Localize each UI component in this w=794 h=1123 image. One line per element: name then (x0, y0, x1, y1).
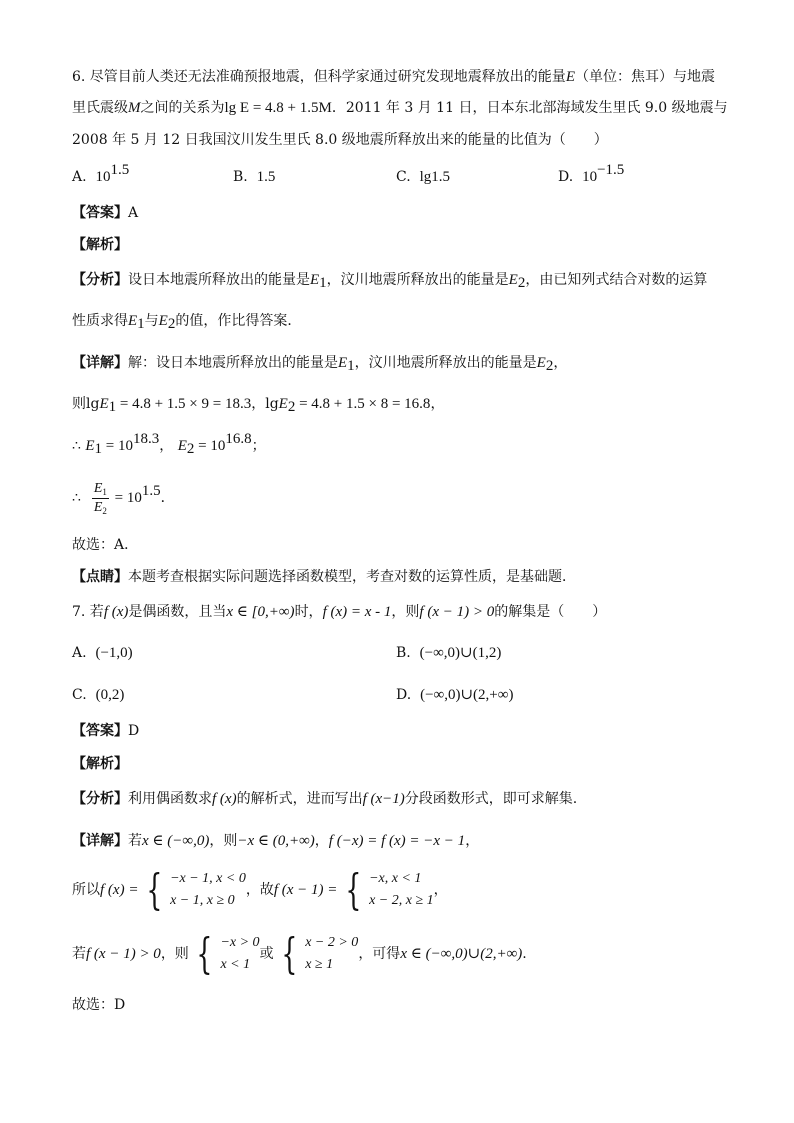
calc-text: 则lg (72, 396, 100, 412)
option-label: B. (396, 645, 411, 661)
q6-option-a (72, 162, 130, 187)
e1-exponent: 18.3 (133, 431, 160, 447)
case-row: −x, x < 1 (369, 871, 422, 886)
detail-text: ， (314, 833, 329, 849)
fenxi-text: 性质求得 (72, 313, 128, 329)
magnitude-symbol: M (128, 100, 141, 116)
system-cases (220, 932, 259, 976)
e1-symbol: E (128, 313, 138, 329)
energy-symbol: E (565, 69, 575, 85)
q7-option-c (72, 685, 124, 705)
q6-stem-text: 之间的关系为 (140, 100, 225, 116)
option-label: A. (72, 645, 87, 661)
analysis-tag: 【解析】 (72, 237, 128, 253)
option-value: lg1.5 (419, 169, 450, 185)
left-brace-icon: { (345, 865, 362, 914)
function-expr: f (x) (212, 791, 237, 807)
detail-text: ，故 (245, 882, 274, 898)
option-base: 10 (582, 169, 598, 185)
left-brace-icon: { (146, 865, 163, 914)
case-row: x − 1, x ≥ 0 (170, 893, 235, 908)
piecewise-cases (369, 868, 434, 912)
piecewise-cases (170, 868, 246, 912)
function-expr: f (x − 1) = (273, 882, 338, 898)
domain-expr: x ∈ (−∞,0) (142, 833, 210, 849)
punctuation: ； (251, 438, 266, 454)
function-expr: f (x) = (100, 882, 139, 898)
q6-detail-line1 (72, 353, 567, 373)
dianjing-tag: 【点睛】 (72, 569, 128, 585)
q6-stem-text: 2008 年 5 月 12 日我国汶川发生里氏 8.0 级地震所释放出来的能量的比值为（ ） (72, 132, 608, 148)
e2-symbol: E (177, 438, 187, 454)
case-row: x − 2 > 0 (305, 935, 359, 950)
q7-stem (72, 602, 606, 622)
detail-text: ，汶川地震所释放出的能量是 (354, 355, 537, 371)
case-row: x < 1 (220, 957, 251, 972)
answer-value: A (128, 205, 139, 221)
option-label: B. (233, 169, 248, 185)
option-label: A. (72, 169, 87, 185)
fenxi-tag: 【分析】 (72, 272, 128, 288)
subscript: 1 (319, 275, 327, 291)
fenxi-tag: 【分析】 (72, 791, 128, 807)
q6-fenxi-line2 (72, 311, 301, 331)
calc-formula: = 4.8 + 1.5 × 9 = 18.3 (116, 396, 252, 412)
e2-symbol: E (278, 396, 288, 412)
case-row: −x − 1, x < 0 (170, 871, 246, 886)
detail-tag: 【详解】 (72, 355, 128, 371)
subscript: 2 (545, 358, 554, 374)
q7-piecewise-line (72, 866, 448, 914)
solution-set: x ∈ (−∞,0)∪(2,+∞) (400, 946, 523, 962)
q6-option-c (396, 167, 450, 187)
fenxi-text: 的解析式，进而写出 (236, 791, 363, 807)
q6-fenxi-line1 (72, 270, 707, 290)
system-cases (305, 932, 358, 976)
choose-text: 故选：A． (72, 537, 139, 553)
ratio-fraction (92, 480, 109, 517)
q7-stem-text: 时， (294, 604, 323, 620)
q7-option-b (396, 643, 501, 663)
q7-analysis-heading (72, 754, 128, 774)
punctuation: ． (160, 490, 175, 506)
answer-tag: 【答案】 (72, 723, 128, 739)
e2-symbol: E (93, 499, 103, 515)
q6-choose (72, 535, 138, 555)
q6-stem-text: 6. 尽管目前人类还无法准确预报地震，但科学家通过研究发现地震释放出的能量 (72, 69, 566, 85)
e2-symbol: E (536, 355, 546, 371)
domain-expr: −x ∈ (0,+∞) (237, 833, 315, 849)
subscript: 2 (186, 441, 195, 457)
e1-symbol: E (338, 355, 348, 371)
q6-analysis-heading (72, 235, 128, 255)
inequality-expr: f (x − 1) > 0 (86, 946, 161, 962)
q6-stem-line1 (72, 67, 715, 87)
choose-text: 故选：D (72, 997, 126, 1013)
detail-text: ，可得 (358, 946, 401, 962)
relation-formula: lg E = 4.8 + 1.5M (224, 100, 332, 116)
detail-text: 若 (72, 946, 86, 962)
detail-text: ， (433, 882, 448, 898)
q6-stem-text: （单位：焦耳）与地震 (574, 69, 715, 85)
q7-stem-text: 的解集是（ ） (494, 604, 607, 620)
calc-text: ，lg (251, 396, 279, 412)
detail-text: ，则 (209, 833, 238, 849)
therefore-symbol: ∴ (72, 490, 81, 506)
subscript: 2 (287, 399, 296, 415)
q7-stem-text: 7. 若 (72, 604, 104, 620)
e1-symbol: E (99, 396, 109, 412)
e1-value: = 10 (102, 438, 134, 454)
q7-choose (72, 995, 125, 1015)
calc-formula: = 4.8 + 1.5 × 8 = 16.8 (295, 396, 431, 412)
option-value: (0,2) (95, 687, 125, 703)
answer-value: D (128, 723, 140, 739)
detail-text: ， (465, 833, 480, 849)
case-row: x ≥ 1 (305, 957, 334, 972)
option-label: D. (558, 169, 574, 185)
dianjing-text: 本题考查根据实际问题选择函数模型，考查对数的运算性质，是基础题． (128, 569, 576, 585)
function-expr: f (x) (103, 604, 129, 620)
fenxi-text: ，汶川地震所释放出的能量是 (326, 272, 509, 288)
calc-text: ， (430, 396, 445, 412)
q6-stem-line2 (72, 98, 728, 118)
or-text: 或 (259, 946, 274, 962)
ratio-exponent: 1.5 (141, 483, 161, 499)
fenxi-text: 利用偶函数求 (128, 791, 212, 807)
case-row: x − 2, x ≥ 1 (369, 893, 434, 908)
subscript: 1 (108, 399, 117, 415)
punctuation: . (522, 946, 527, 962)
subscript: 2 (102, 505, 107, 516)
q6-stem-text: 里氏震级 (72, 100, 128, 116)
q7-option-d (396, 685, 513, 705)
q6-answer (72, 203, 138, 223)
subscript: 1 (102, 486, 107, 497)
subscript: 2 (167, 316, 176, 332)
e2-value: = 10 (194, 438, 226, 454)
q7-solve-line (72, 930, 527, 978)
detail-text: 解：设日本地震所释放出的能量是 (128, 355, 338, 371)
subscript: 1 (347, 358, 355, 374)
fenxi-text: 与 (144, 313, 159, 329)
q7-stem-text: 是偶函数，且当 (128, 604, 227, 620)
q7-detail (72, 831, 479, 851)
left-brace-icon: { (196, 929, 213, 978)
option-value: 1.5 (256, 169, 276, 185)
option-label: D. (396, 687, 412, 703)
detail-text: ， (553, 355, 568, 371)
option-exponent: −1.5 (597, 162, 625, 178)
inequality-expr: f (x − 1) > 0 (419, 604, 495, 620)
fenxi-text: 的值，作比得答案． (175, 313, 302, 329)
q7-option-a (72, 643, 133, 663)
option-value: (−1,0) (95, 645, 133, 661)
subscript: 2 (517, 275, 526, 291)
case-row: −x > 0 (220, 935, 260, 950)
domain-expr: x ∈ [0,+∞) (226, 604, 295, 620)
left-brace-icon: { (281, 929, 298, 978)
q6-calc-line (72, 394, 444, 414)
option-label: C. (396, 169, 411, 185)
e1-symbol: E (93, 480, 103, 496)
e1-symbol: E (85, 438, 95, 454)
q7-answer (72, 721, 139, 741)
q7-fenxi (72, 789, 577, 809)
detail-text: 所以 (72, 882, 100, 898)
e1-symbol: E (310, 272, 320, 288)
function-def: f (−x) = f (x) = −x − 1 (328, 833, 466, 849)
fenxi-text: ，由已知列式结合对数的运算 (525, 272, 708, 288)
q6-values-line: ∴ $E_1 = 10^{18.3}$， $E_2 = 10^{16.8}$； (72, 431, 266, 457)
function-def: f (x) = x - 1 (322, 604, 392, 620)
subscript: 1 (94, 441, 103, 457)
q6-dianjing (72, 567, 576, 587)
answer-tag: 【答案】 (72, 205, 128, 221)
therefore-symbol: ∴ (72, 438, 81, 454)
q6-stem-line3 (72, 130, 608, 150)
q6-stem-text: ．2011 年 3 月 11 日，日本东北部海域发生里氏 9.0 级地震与 (331, 100, 728, 116)
option-value: (−∞,0)∪(1,2) (419, 645, 502, 661)
option-value: (−∞,0)∪(2,+∞) (420, 687, 514, 703)
q6-option-b (233, 167, 275, 187)
detail-tag: 【详解】 (72, 833, 128, 849)
fenxi-text: 分段函数形式，即可求解集. (404, 791, 578, 807)
e2-exponent: 16.8 (225, 431, 252, 447)
option-exponent: 1.5 (110, 162, 130, 178)
detail-text: 若 (128, 833, 142, 849)
q7-stem-text: ，则 (391, 604, 420, 620)
q6-option-d (558, 162, 625, 187)
q6-ratio-line (72, 478, 175, 518)
analysis-tag: 【解析】 (72, 756, 128, 772)
option-label: C. (72, 687, 87, 703)
fenxi-text: 设日本地震所释放出的能量是 (128, 272, 310, 288)
ratio-value: = 10 (110, 490, 142, 506)
e2-symbol: E (508, 272, 518, 288)
e2-symbol: E (158, 313, 168, 329)
option-base: 10 (95, 169, 111, 185)
subscript: 1 (137, 316, 145, 332)
function-expr: f (x−1) (362, 791, 405, 807)
detail-text: ，则 (160, 946, 189, 962)
